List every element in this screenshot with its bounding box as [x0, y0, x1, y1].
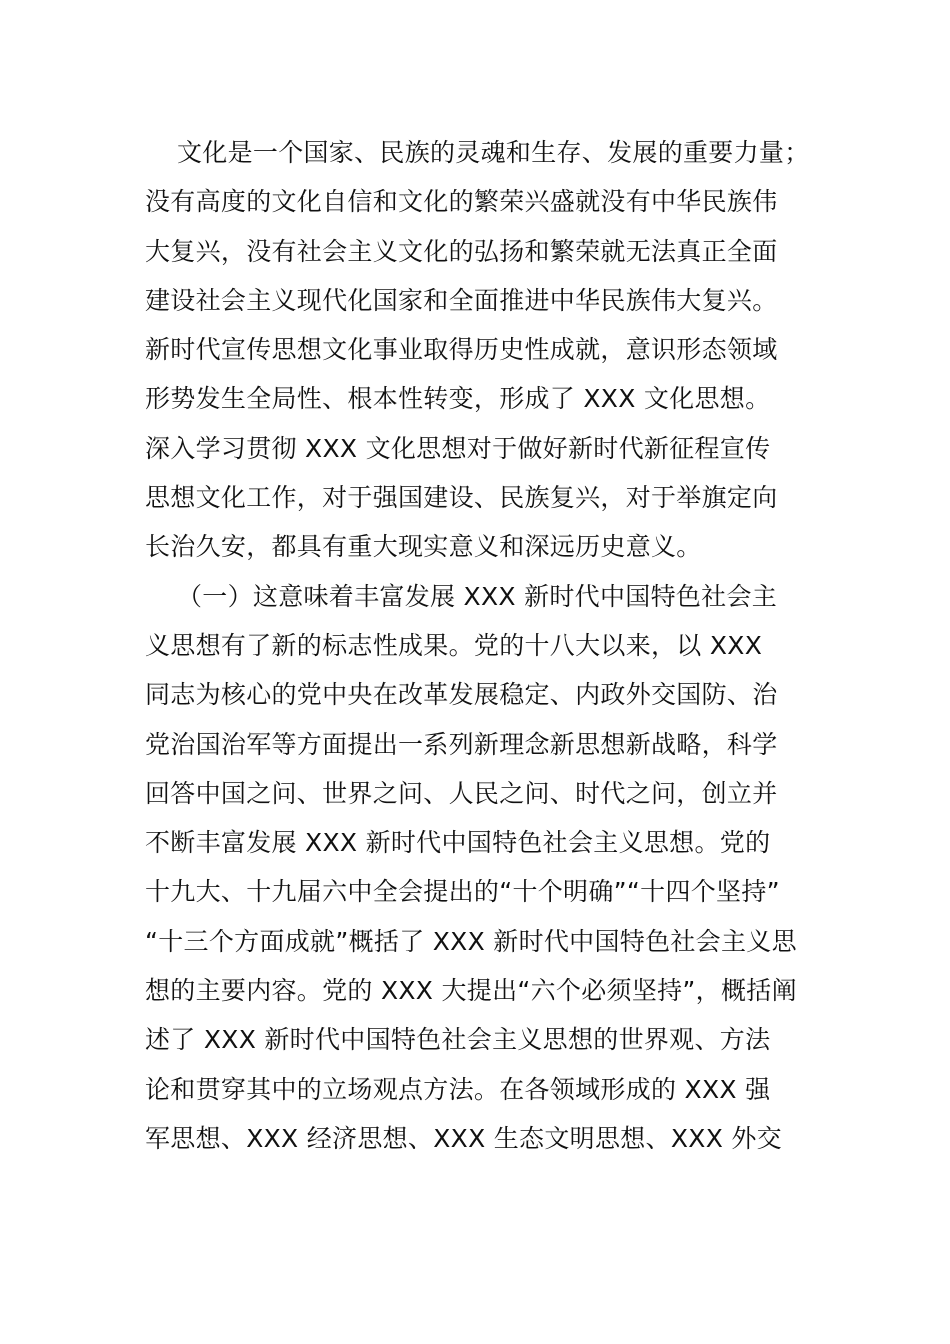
paragraph-line: 大复兴，没有社会主义文化的弘扬和繁荣就无法真正全面 — [145, 236, 778, 266]
paragraph-line: 长治久安，都具有重大现实意义和深远历史意义。 — [145, 532, 702, 562]
document-body — [145, 128, 845, 1163]
paragraph-line: 同志为核心的党中央在改革发展稳定、内政外交国防、治 — [145, 680, 778, 710]
paragraph-line: 不断丰富发展 XXX 新时代中国特色社会主义思想。党的 — [145, 828, 771, 858]
paragraph-line: 回答中国之问、世界之问、人民之问、时代之问，创立并 — [145, 778, 778, 808]
paragraph-line: 新时代宣传思想文化事业取得历史性成就，意识形态领域 — [145, 335, 778, 365]
paragraph-line: 论和贯穿其中的立场观点方法。在各领域形成的 XXX 强 — [145, 1074, 771, 1104]
paragraph-line: 述了 XXX 新时代中国特色社会主义思想的世界观、方法 — [145, 1025, 771, 1055]
paragraph-line: 军思想、XXX 经济思想、XXX 生态文明思想、XXX 外交 — [145, 1123, 782, 1153]
paragraph-line: “十三个方面成就”概括了 XXX 新时代中国特色社会主义思 — [145, 926, 797, 956]
paragraph-line: 形势发生全局性、根本性转变，形成了 XXX 文化思想。 — [145, 384, 771, 414]
paragraph-line: 十九大、十九届六中全会提出的“十个明确”“十四个坚持” — [145, 877, 780, 907]
paragraph-line: 想的主要内容。党的 XXX 大提出“六个必须坚持”，概括阐 — [145, 976, 797, 1006]
paragraph-line: 没有高度的文化自信和文化的繁荣兴盛就没有中华民族伟 — [145, 187, 778, 217]
paragraph-line: 建设社会主义现代化国家和全面推进中华民族伟大复兴。 — [145, 285, 778, 315]
paragraph-line: 义思想有了新的标志性成果。党的十八大以来，以 XXX — [145, 630, 763, 660]
paragraph-line: 党治国治军等方面提出一系列新理念新思想新战略，科学 — [145, 729, 778, 759]
paragraph-culture — [145, 128, 845, 572]
paragraph-line: 思想文化工作，对于强国建设、民族复兴，对于举旗定向 — [145, 483, 778, 513]
paragraph-line: 文化是一个国家、民族的灵魂和生存、发展的重要力量； — [177, 138, 810, 167]
paragraph-line: 深入学习贯彻 XXX 文化思想对于做好新时代新征程宣传 — [145, 433, 771, 463]
section-heading-line: （一）这意味着丰富发展 XXX 新时代中国特色社会主 — [177, 581, 778, 611]
paragraph-section-one — [145, 572, 845, 1164]
